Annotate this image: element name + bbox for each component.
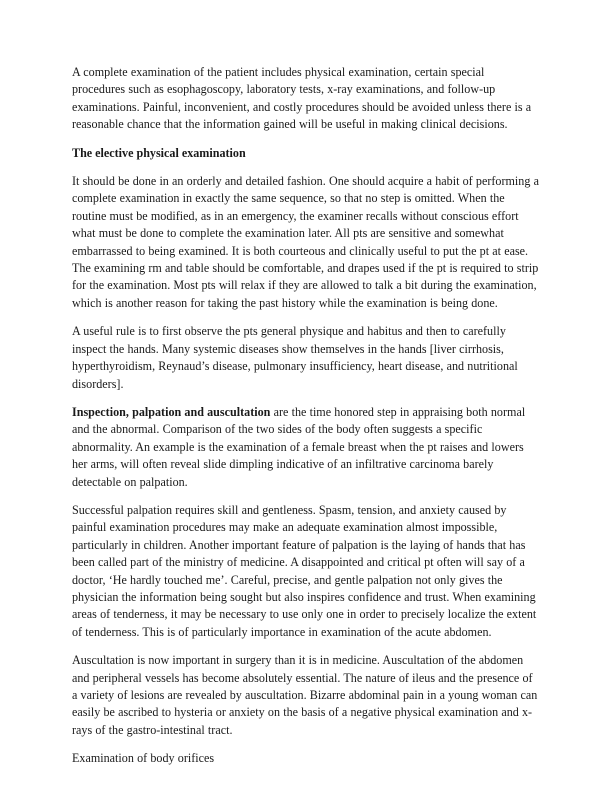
paragraph-auscultation-surgery: Auscultation is now important in surgery than it is in medicine. Auscultation of the abdomen and peripheral vessels has become absolutely essential. The nature of ileus and the presence of a variety of lesions are revealed by auscultation. Bizarre abdominal pain in a young woman can easily be ascribed to hysteria or anxiety on the basis of a negative physical examination and x-rays of the gastro-intestinal tract. [72, 653, 538, 737]
heading-elective-physical-examination: The elective physical examination [72, 145, 246, 160]
paragraph-inspection-body-text: are the time honored step in appraising both normal and the abnormal. Comparison of the two sides of the body often suggests a specific abnormality. An example is the examination of a female breast when the pt raises and lowers her arms, will often reveal slide dimpling indicative of an infiltrative carcinoma barely detectable on palpation. [72, 404, 526, 489]
paragraph-useful-rule-observe-hands: A useful rule is to first observe the pts general physique and habitus and then to carefully inspect the hands. Many systemic diseases show themselves in the hands [liver cirrhosis, hyperthyroidism, Reynaud’s disease, pulmonary insufficiency, heart disease, and nutritional disorders]. [72, 324, 518, 391]
paragraph-complete-examination: A complete examination of the patient includes physical examination, certain special procedures such as esophagoscopy, laboratory tests, x-ray examinations, and follow-up examinations. Painful, inconvenient, and costly procedures should be avoided unless there is a reasonable chance that the information gained will be useful in making clinical decisions. [72, 65, 532, 132]
paragraph-inspection-palpation-auscultation [72, 404, 540, 491]
bold-lead-inspection-palpation-auscultation: Inspection, palpation and auscultation [72, 404, 271, 419]
paragraph-successful-palpation: Successful palpation requires skill and gentleness. Spasm, tension, and anxiety caused by painful examination procedures may make an adequate examination almost impossible, particularly in children. Another important feature of palpation is the laying of hands that has been called part of the ministry of medicine. A disappointed and critical pt often will say of a doctor, ‘He hardly touched me’. Careful, precise, and gentle palpation not only gives the physician the information being sought but also inspires confidence and trust. When examining areas of tenderness, it may be necessary to use only one in order to precisely localize the extent of tenderness. This is of particularly importance in examination of the acute abdomen. [72, 502, 537, 639]
paragraph-examination-body-orifices: Examination of body orifices [72, 751, 215, 766]
document-text-column [72, 64, 540, 779]
paragraph-orderly-detailed-fashion: It should be done in an orderly and detailed fashion. One should acquire a habit of performing a complete examination in exactly the same sequence, so that no step is omitted. When the routine must be modified, as in an emergency, the examiner recalls without conscious effort what must be done to complete the examination later. All pts are sensitive and somewhat embarrassed to being examined. It is both courteous and clinically useful to put the pt at ease. The examining rm and table should be comfortable, and drapes used if the pt is required to strip for the examination. Most pts will relax if they are allowed to talk a bit during the examination, which is another reason for taking the past history while the examination is being done. [72, 174, 539, 310]
